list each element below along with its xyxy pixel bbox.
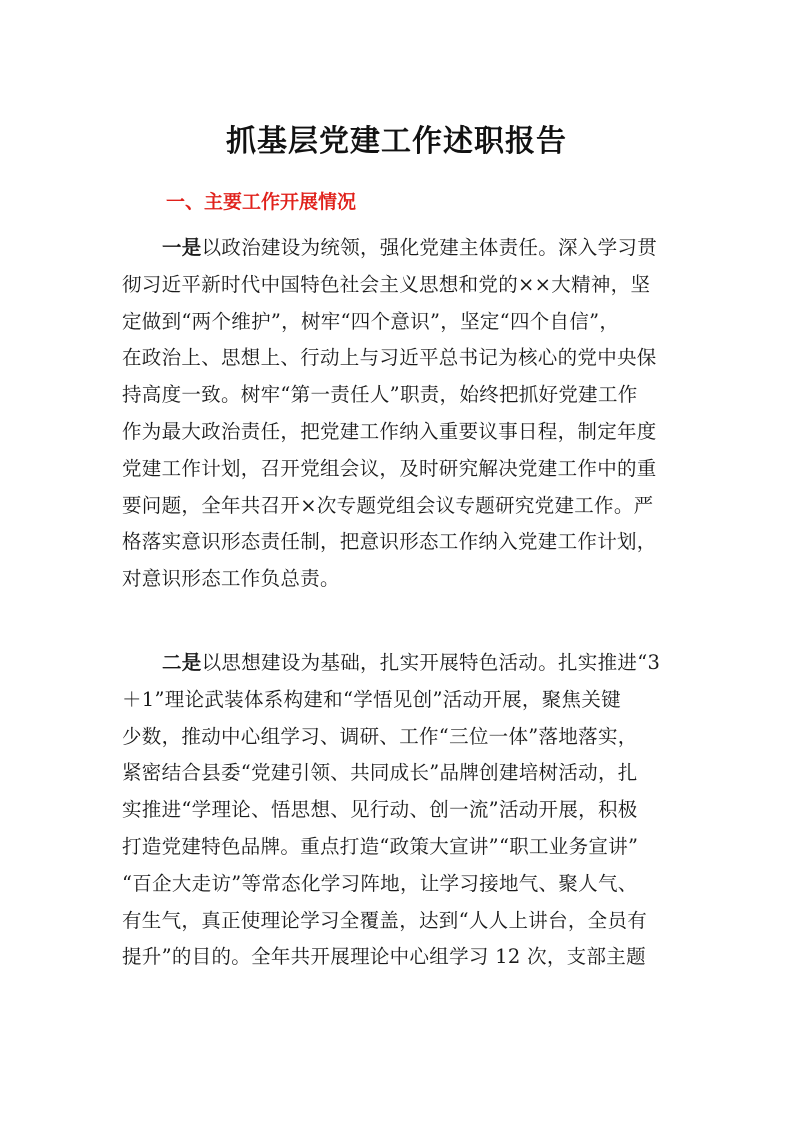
paragraph-line: 打造党建特色品牌。重点打造“政策大宣讲”“职工业务宣讲” [122,834,639,858]
paragraph-line: 对意识形态工作负总责。 [122,567,340,591]
paragraph-line: 紧密结合县委“党建引领、共同成长”品牌创建培树活动，扎 [122,761,638,785]
paragraph-line: 实推进“学理论、悟思想、见行动、创一流”活动开展，积极 [122,798,638,822]
paragraph-line: 在政治上、思想上、行动上与习近平总书记为核心的党中央保 [122,346,657,370]
section-heading: 一、主要工作开展情况 [166,191,357,213]
page-title: 抓基层党建工作述职报告 [226,124,567,159]
paragraph-line: 少数，推动中心组学习、调研、工作“三位一体”落地落实， [122,724,638,748]
paragraph-line [122,645,682,682]
paragraph-ideological-construction [122,645,682,976]
line-text: 以思想建设为基础，扎实开展特色活动。扎实推进“3 [201,651,661,674]
paragraph-line: 格落实意识形态责任制，把意识形态工作纳入党建工作计划， [122,530,657,554]
paragraph-line: 彻习近平新时代中国特色社会主义思想和党的××大精神，坚 [122,272,651,296]
paragraph-lead: 二是 [162,651,202,674]
paragraph-line: 作为最大政治责任，把党建工作纳入重要议事日程，制定年度 [122,419,657,443]
paragraph-line: 党建工作计划，召开党组会议，及时研究解决党建工作中的重 [122,456,657,480]
line-text: 以政治建设为统领，强化党建主体责任。深入学习贯 [201,236,658,259]
paragraph-line: 提升”的目的。全年共开展理论中心组学习 12 次，支部主题 [122,945,646,969]
paragraph-line [122,230,682,267]
paragraph-lead: 一是 [162,236,202,259]
paragraph-line: 定做到“两个维护”，树牢“四个意识”，坚定“四个自信”， [122,309,620,333]
paragraph-political-construction [122,230,682,598]
paragraph-line: “百企大走访”等常态化学习阵地，让学习接地气、聚人气、 [122,871,638,895]
paragraph-line: 要问题，全年共召开×次专题党组会议专题研究党建工作。严 [122,493,654,517]
paragraph-line: 有生气，真正使理论学习全覆盖，达到“人人上讲台，全员有 [122,908,648,932]
paragraph-line: ＋1”理论武装体系构建和“学悟见创”活动开展，聚焦关键 [122,687,621,711]
paragraph-line: 持高度一致。树牢“第一责任人”职责，始终把抓好党建工作 [122,383,638,407]
